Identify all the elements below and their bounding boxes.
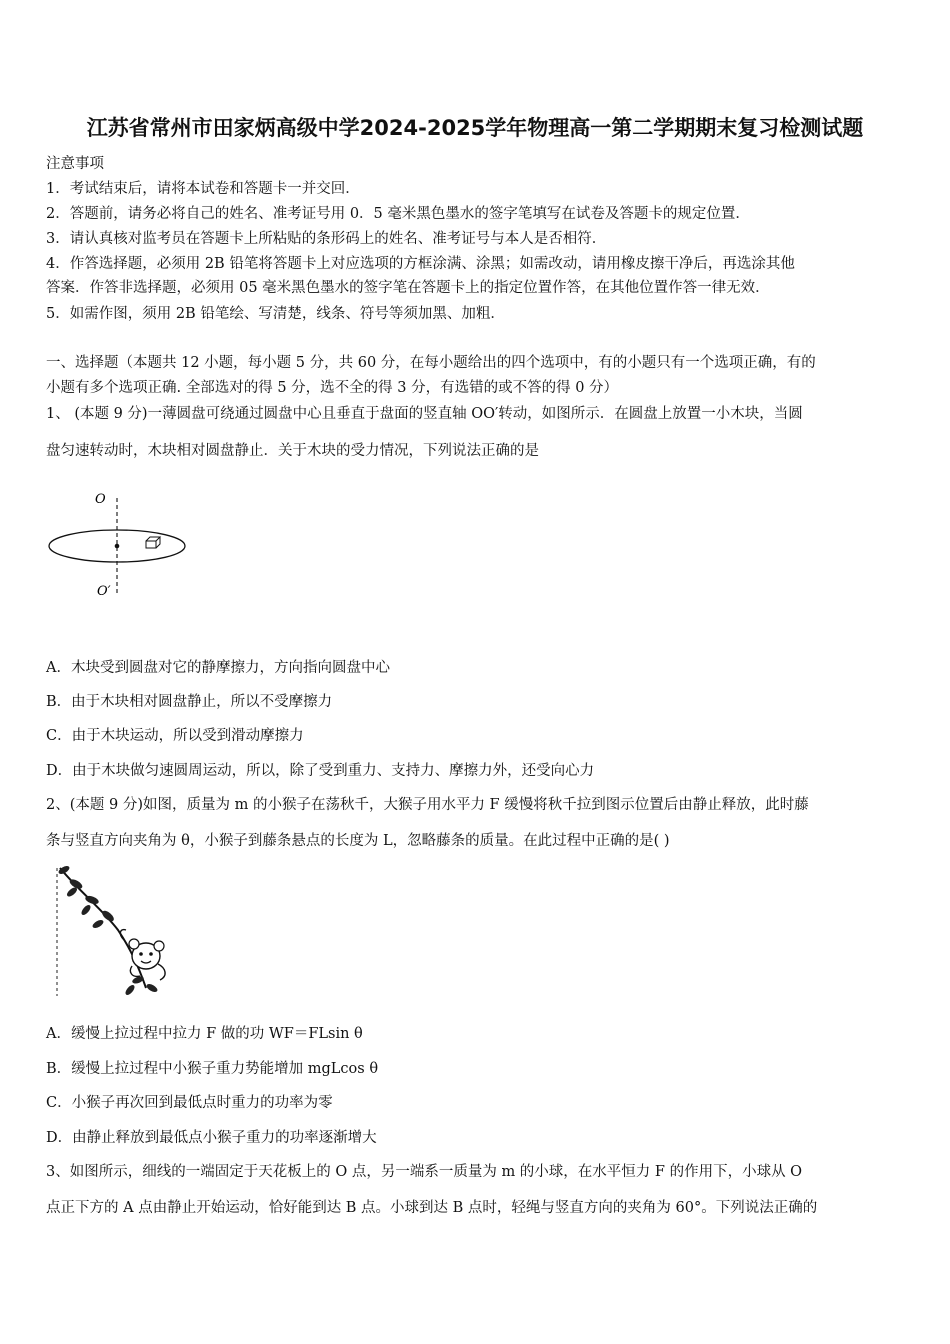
- q2-stem: 2、(本题 9 分)如图，质量为 m 的小猴子在荡秋千，大猴子用水平力 F 缓慢将秋千拉到图示位置后由静止释放，此时藤: [46, 797, 809, 813]
- q2-option: D．由静止释放到最低点小猴子重力的功率逐渐增大: [46, 1130, 377, 1146]
- notice-heading: 注意事项: [46, 156, 104, 172]
- monkey-icon: [120, 930, 165, 980]
- q1-option: D．由于木块做匀速圆周运动，所以，除了受到重力、支持力、摩擦力外，还受向心力: [46, 763, 595, 779]
- q2-option: B．缓慢上拉过程中小猴子重力势能增加 mgLcos θ: [46, 1061, 379, 1077]
- q1-option: C．由于木块运动，所以受到滑动摩擦力: [46, 728, 304, 744]
- notice-item: 4．作答选择题，必须用 2B 铅笔将答题卡上对应选项的方框涂满、涂黑；如需改动，请用橡皮擦干净后，再选涂其他: [46, 256, 795, 272]
- block-icon: [146, 537, 160, 548]
- q1-stem: 1、 (本题 9 分)一薄圆盘可绕通过圆盘中心且垂直于盘面的竖直轴 OO′转动，如图所示．在圆盘上放置一小木块，当圆: [46, 406, 803, 422]
- axis-label-bottom: O′: [97, 584, 111, 599]
- q1-stem-cont: 盘匀速转动时，木块相对圆盘静止．关于木块的受力情况，下列说法正确的是: [46, 443, 539, 459]
- notice-item: 答案．作答非选择题，必须用 05 毫米黑色墨水的签字笔在答题卡上的指定位置作答，在其他位置作答一律无效．: [46, 280, 770, 296]
- disk-center: [115, 544, 120, 549]
- disk-figure: [40, 484, 200, 602]
- section-heading-cont: 小题有多个选项正确. 全部选对的得 5 分，选不全的得 3 分，有选错的或不答的得 0 分）: [46, 380, 619, 396]
- q1-option: B．由于木块相对圆盘静止，所以不受摩擦力: [46, 694, 333, 710]
- q2-stem-cont: 条与竖直方向夹角为 θ，小猴子到藤条悬点的长度为 L，忽略藤条的质量。在此过程中正确的是( ): [46, 833, 670, 849]
- monkey-swing-figure: [48, 860, 178, 1000]
- axis-label-top: O: [95, 492, 106, 507]
- q2-option: C．小猴子再次回到最低点时重力的功率为零: [46, 1095, 333, 1111]
- notice-item: 5．如需作图，须用 2B 铅笔绘、写清楚，线条、符号等须加黑、加粗．: [46, 306, 505, 322]
- section-heading: 一、选择题（本题共 12 小题，每小题 5 分，共 60 分，在每小题给出的四个选项中，有的小题只有一个选项正确，有的: [46, 355, 816, 371]
- q1-option: A．木块受到圆盘对它的静摩擦力，方向指向圆盘中心: [46, 660, 390, 676]
- q2-option: A．缓慢上拉过程中拉力 F 做的功 WF＝FLsin θ: [46, 1026, 363, 1042]
- leaf-icon: [57, 864, 158, 996]
- q3-stem: 3、如图所示，细线的一端固定于天花板上的 O 点，另一端系一质量为 m 的小球，在水平恒力 F 的作用下，小球从 O: [46, 1164, 803, 1180]
- notice-item: 1．考试结束后，请将本试卷和答题卡一并交回．: [46, 181, 360, 197]
- q3-stem-cont: 点正下方的 A 点由静止开始运动，恰好能到达 B 点。小球到达 B 点时，轻绳与竖直方向的夹角为 60°。下列说法正确的: [46, 1200, 818, 1216]
- exam-title: 江苏省常州市田家炳高级中学2024-2025学年物理高一第二学期期末复习检测试题: [86, 116, 864, 140]
- notice-item: 3．请认真核对监考员在答题卡上所粘贴的条形码上的姓名、准考证号与本人是否相符．: [46, 231, 607, 247]
- notice-item: 2．答题前，请务必将自己的姓名、准考证号用 0．5 毫米黑色墨水的签字笔填写在试卷及答题卡的规定位置．: [46, 206, 750, 222]
